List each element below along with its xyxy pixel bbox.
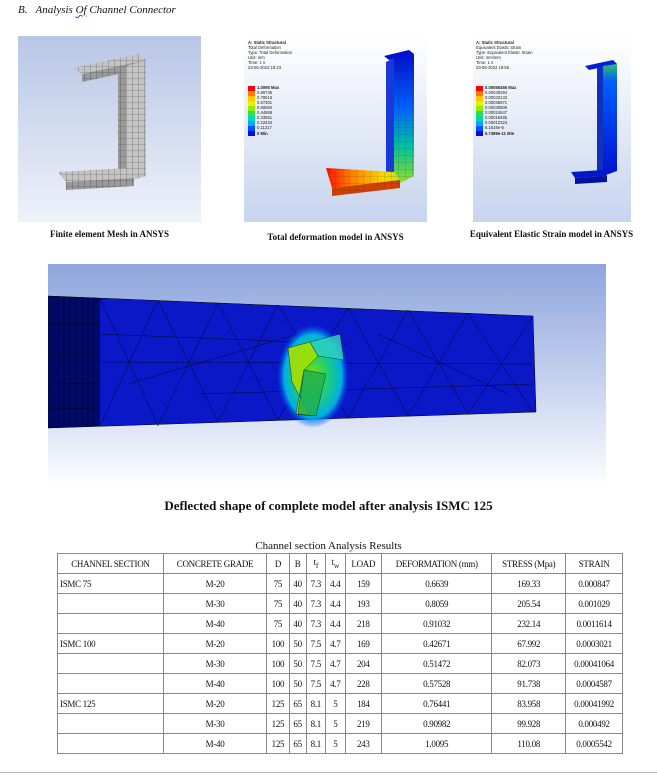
table-cell: 5 [326, 714, 345, 734]
table-cell: M-20 [163, 574, 266, 594]
table-row [58, 574, 623, 594]
results-table [57, 553, 623, 754]
strain-header-line: 23-05-2022 19:55 [476, 65, 510, 70]
deformation-figure [244, 36, 427, 222]
header-symbol: t [331, 557, 334, 568]
legend-swatch [476, 106, 483, 111]
table-cell: 50 [289, 634, 306, 654]
mesh-figure [18, 36, 201, 222]
table-cell: 0.001029 [566, 594, 623, 614]
heading-title-mark: Of [75, 4, 87, 16]
table-row [58, 634, 623, 654]
table-cell: 65 [289, 734, 306, 754]
table-cell: 4.4 [326, 574, 345, 594]
legend-value: 0.00012324 [485, 120, 508, 125]
legend-value: 0.00049294 [485, 90, 508, 95]
table-cell: 218 [345, 614, 382, 634]
table-cell: 99.928 [492, 714, 566, 734]
table-cell: 4.4 [326, 614, 345, 634]
table-cell: M-20 [163, 694, 266, 714]
table-cell: 184 [345, 694, 382, 714]
table-cell: M-30 [163, 714, 266, 734]
table-cell: 243 [345, 734, 382, 754]
page-bottom-divider [0, 772, 657, 773]
legend-min: 0 Min [257, 131, 268, 136]
table-cell: 0.42671 [382, 634, 492, 654]
legend-swatch [476, 121, 483, 126]
table-cell: 219 [345, 714, 382, 734]
legend-swatch [248, 91, 255, 96]
table-cell: 7.5 [306, 634, 325, 654]
table-cell: 75 [267, 574, 289, 594]
heading-title-b: Channel Connector [86, 4, 176, 16]
column-header: LOAD [345, 554, 382, 574]
header-subscript: f [315, 560, 319, 570]
table-cell: ISMC 100 [58, 634, 164, 654]
table-cell: 0.0011614 [566, 614, 623, 634]
table-cell: 65 [289, 694, 306, 714]
strain-image [473, 36, 631, 222]
deformation-header-line: Time: 1 s [248, 60, 266, 65]
table-cell: 205.54 [492, 594, 566, 614]
strain-header-line: A: Static Structural [476, 40, 514, 45]
legend-swatch [476, 116, 483, 121]
table-cell: 0.0004587 [566, 674, 623, 694]
legend-value: 0.44868 [257, 110, 273, 115]
table-cell [58, 654, 164, 674]
deformation-caption: Total deformation model in ANSYS [267, 232, 404, 242]
table-cell: 5 [326, 694, 345, 714]
table-cell: M-40 [163, 614, 266, 634]
table-cell: 0.00041992 [566, 694, 623, 714]
strain-caption: Equivalent Elastic Strain model in ANSYS [469, 229, 634, 239]
column-header [306, 554, 325, 574]
column-header: D [267, 554, 289, 574]
table-cell: 91.738 [492, 674, 566, 694]
table-cell: M-40 [163, 734, 266, 754]
table-cell [58, 714, 164, 734]
table-cell: 100 [267, 634, 289, 654]
legend-swatch [476, 91, 483, 96]
table-cell: 232.14 [492, 614, 566, 634]
table-cell: 125 [267, 714, 289, 734]
legend-swatch [248, 116, 255, 121]
legend-value: 0.11217 [257, 125, 272, 130]
table-cell: 0.000847 [566, 574, 623, 594]
deformation-header-line: 23-05-2022 19:23 [248, 65, 282, 70]
legend-value: 0.00036971 [485, 100, 508, 105]
table-cell: ISMC 125 [58, 694, 164, 714]
table-cell: 8.1 [306, 714, 325, 734]
table-cell: 228 [345, 674, 382, 694]
legend-value: 0.33651 [257, 115, 273, 120]
legend-value: 0.00018485 [485, 115, 508, 120]
table-cell: 4.4 [326, 594, 345, 614]
legend-swatch [248, 121, 255, 126]
table-cell: 5 [326, 734, 345, 754]
table-cell [58, 594, 164, 614]
legend-value: 0.00043133 [485, 95, 508, 100]
table-row [58, 714, 623, 734]
table-row [58, 734, 623, 754]
deflected-caption: Deflected shape of complete model after analysis ISMC 125 [164, 498, 493, 513]
deformation-header-line: Total Deformation [248, 45, 281, 50]
table-cell: 67.992 [492, 634, 566, 654]
column-header [326, 554, 345, 574]
header-subscript: w [333, 560, 339, 570]
table-cell: 40 [289, 594, 306, 614]
strain-figure [473, 36, 631, 222]
deflected-figure [48, 264, 606, 489]
table-cell: 75 [267, 614, 289, 634]
table-cell: 7.3 [306, 614, 325, 634]
table-cell: 7.3 [306, 574, 325, 594]
table-cell: 4.7 [326, 654, 345, 674]
table-cell: 40 [289, 574, 306, 594]
legend-value: 6.1616e-5 [485, 125, 504, 130]
table-cell: 7.5 [306, 674, 325, 694]
legend-value: 0.89735 [257, 90, 273, 95]
table-row [58, 694, 623, 714]
deformation-header-line: A: Static Structural [248, 40, 286, 45]
column-header: STRAIN [566, 554, 623, 574]
legend-swatch [248, 111, 255, 116]
table-cell: 204 [345, 654, 382, 674]
table-cell: 82.073 [492, 654, 566, 674]
table-cell: 0.91032 [382, 614, 492, 634]
table-cell: 4.7 [326, 634, 345, 654]
table-cell: M-30 [163, 654, 266, 674]
deflected-image [48, 264, 606, 489]
mesh-image [18, 36, 201, 222]
legend-swatch [248, 126, 255, 131]
table-cell: 7.3 [306, 594, 325, 614]
strain-header-line: Type: Equivalent Elastic Strain [476, 50, 533, 55]
heading-title-a: Analysis [35, 4, 76, 16]
table-cell: 1.0095 [382, 734, 492, 754]
column-header: CONCRETE GRADE [163, 554, 266, 574]
table-cell: 0.0005542 [566, 734, 623, 754]
table-cell: 65 [289, 714, 306, 734]
table-cell: 0.8059 [382, 594, 492, 614]
legend-swatch [476, 86, 483, 91]
legend-value: 0.78516 [257, 95, 273, 100]
table-cell: 0.000492 [566, 714, 623, 734]
table-cell: 75 [267, 594, 289, 614]
legend-value: 0.67301 [257, 100, 273, 105]
legend-swatch [248, 101, 255, 106]
table-cell: 7.5 [306, 654, 325, 674]
header-symbol: t [313, 557, 316, 568]
table-cell: 0.57528 [382, 674, 492, 694]
legend-swatch [476, 96, 483, 101]
heading-prefix: B. [18, 4, 28, 16]
table-title: Channel section Analysis Results [255, 540, 402, 552]
legend-swatch [476, 101, 483, 106]
legend-swatch [476, 131, 483, 136]
table-cell: 125 [267, 694, 289, 714]
table-cell: 8.1 [306, 694, 325, 714]
table-cell: 0.51472 [382, 654, 492, 674]
table-cell: 159 [345, 574, 382, 594]
table-cell: 8.1 [306, 734, 325, 754]
strain-header-line: Time: 1 s [476, 60, 494, 65]
table-cell: 110.08 [492, 734, 566, 754]
table-cell: 193 [345, 594, 382, 614]
deformation-header-line: Unit: mm [248, 55, 265, 60]
deformation-header-line: Type: Total Deformation [248, 50, 293, 55]
table-cell: M-20 [163, 634, 266, 654]
table-cell [58, 614, 164, 634]
legend-value: 0.56084 [257, 105, 273, 110]
table-cell [58, 674, 164, 694]
table-cell: 100 [267, 654, 289, 674]
section-heading [18, 4, 176, 16]
column-header: CHANNEL SECTION [58, 554, 164, 574]
column-header: STRESS (Mpa) [492, 554, 566, 574]
legend-min: 5.7489e-11 Min [485, 131, 515, 136]
table-cell: 0.90982 [382, 714, 492, 734]
legend-swatch [476, 111, 483, 116]
table-cell: M-30 [163, 594, 266, 614]
table-cell: 100 [267, 674, 289, 694]
legend-value: 0.00024647 [485, 110, 508, 115]
table-cell: M-40 [163, 674, 266, 694]
table-cell: 169 [345, 634, 382, 654]
table-cell: 0.76441 [382, 694, 492, 714]
legend-max: 0.00055456 Max [485, 85, 517, 90]
table-cell: 83.958 [492, 694, 566, 714]
deformation-image [244, 36, 427, 222]
table-cell: 4.7 [326, 674, 345, 694]
table-cell: 40 [289, 614, 306, 634]
strain-header-line: Equivalent Elastic Strain [476, 45, 522, 50]
legend-swatch [476, 126, 483, 131]
legend-value: 0.22434 [257, 120, 273, 125]
table-cell: 0.6639 [382, 574, 492, 594]
strain-header-line: Unit: mm/mm [476, 55, 501, 60]
legend-swatch [248, 106, 255, 111]
legend-swatch [248, 86, 255, 91]
table-cell: 169.33 [492, 574, 566, 594]
table-row [58, 654, 623, 674]
column-header: B [289, 554, 306, 574]
table-cell: ISMC 75 [58, 574, 164, 594]
table-header-row [58, 554, 623, 574]
legend-swatch [248, 96, 255, 101]
legend-swatch [248, 131, 255, 136]
table-cell: 50 [289, 674, 306, 694]
mesh-caption: Finite element Mesh in ANSYS [50, 229, 169, 239]
table-row [58, 614, 623, 634]
column-header: DEFORMATION (mm) [382, 554, 492, 574]
table-cell [58, 734, 164, 754]
table-cell: 0.0003021 [566, 634, 623, 654]
table-cell: 125 [267, 734, 289, 754]
table-cell: 0.00041064 [566, 654, 623, 674]
legend-value: 0.00030809 [485, 105, 508, 110]
table-row [58, 674, 623, 694]
table-cell: 50 [289, 654, 306, 674]
legend-max: 1.0095 Max [257, 85, 280, 90]
table-row [58, 594, 623, 614]
